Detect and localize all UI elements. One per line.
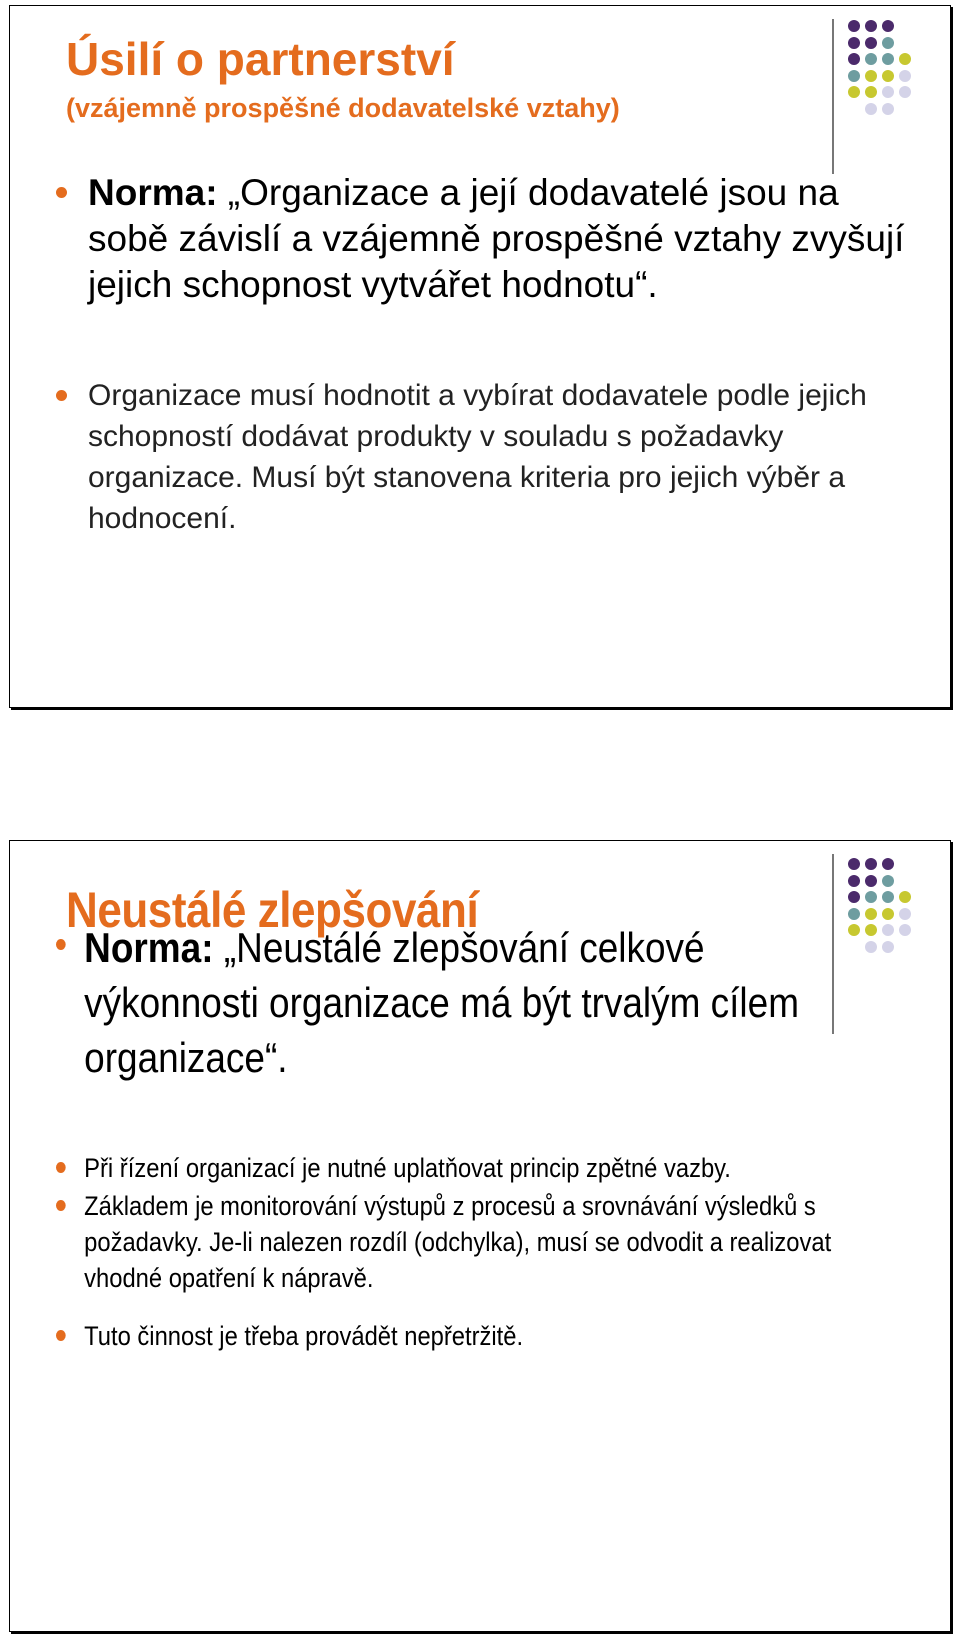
decorative-dot <box>882 37 894 49</box>
decorative-dot <box>865 924 877 936</box>
decorative-dot <box>848 37 860 49</box>
decorative-dot <box>882 70 894 82</box>
norma-label: Norma: <box>84 924 214 971</box>
decorative-dot <box>882 924 894 936</box>
decorative-dot <box>865 86 877 98</box>
decorative-dot <box>899 70 911 82</box>
decorative-dot <box>882 858 894 870</box>
decorative-dot <box>882 86 894 98</box>
decorative-dot <box>848 875 860 887</box>
decorative-dot <box>865 20 877 32</box>
decorative-dot <box>899 86 911 98</box>
decorative-dot <box>865 858 877 870</box>
bullet-supplier-evaluation: Organizace musí hodnotit a vybírat dodavatele podle jejich schopností dodávat produkty v souladu s požadavky organizace. Musí být stanovena kriteria pro jejich výběr a hodnocení. <box>56 375 928 539</box>
decorative-dot <box>899 924 911 936</box>
slide-title: Úsilí o partnerství <box>66 33 455 85</box>
bullet-monitoring: Základem je monitorování výstupů z procesů a srovnávání výsledků s požadavky. Je-li nalezen rozdíl (odchylka), musí se odvodit a realizovat vhodné opatření k nápravě. <box>56 1188 876 1296</box>
decorative-dot <box>848 86 860 98</box>
norma-quote: „Neustálé zlepšování celkové výkonnosti organizace má být trvalým cílem organizace“. <box>84 924 799 1081</box>
decorative-dot <box>848 70 860 82</box>
decorative-dot <box>882 53 894 65</box>
norma-quote: „Organizace a její dodavatelé jsou na sobě závislí a vzájemně prospěšné vztahy zvyšují jejich schopnost vytvářet hodnotu“. <box>88 172 905 305</box>
decorative-dot <box>865 103 877 115</box>
decorative-dot <box>848 20 860 32</box>
slide-subtitle: (vzájemně prospěšné dodavatelské vztahy) <box>66 93 620 123</box>
decorative-dot <box>848 908 860 920</box>
decorative-dot <box>865 891 877 903</box>
bullet-norma-improvement <box>56 920 859 1085</box>
decorative-dot <box>899 908 911 920</box>
decorative-divider-line <box>832 19 834 174</box>
bullet-continuous: Tuto činnost je třeba provádět nepřetržitě. <box>56 1318 876 1354</box>
slide-1 <box>9 5 951 708</box>
decorative-dot <box>865 908 877 920</box>
bullet-feedback-principle: Při řízení organizací je nutné uplatňovat princip zpětné vazby. <box>56 1150 876 1186</box>
decorative-dot <box>848 53 860 65</box>
decorative-dot <box>882 941 894 953</box>
decorative-dot <box>899 891 911 903</box>
bullet-norma-partnership <box>56 170 908 308</box>
norma-label: Norma: <box>88 172 218 213</box>
decorative-dot <box>865 941 877 953</box>
decorative-dot <box>882 875 894 887</box>
decorative-dot <box>865 37 877 49</box>
decorative-dot <box>848 891 860 903</box>
decorative-dot <box>899 53 911 65</box>
decorative-dot <box>848 858 860 870</box>
decorative-dot <box>882 103 894 115</box>
decorative-dot <box>865 875 877 887</box>
decorative-dot <box>865 53 877 65</box>
decorative-dot <box>865 70 877 82</box>
decorative-dot <box>882 908 894 920</box>
decorative-dot <box>882 891 894 903</box>
slide-title: Neustálé zlepšování <box>66 882 479 938</box>
decorative-dot <box>882 20 894 32</box>
